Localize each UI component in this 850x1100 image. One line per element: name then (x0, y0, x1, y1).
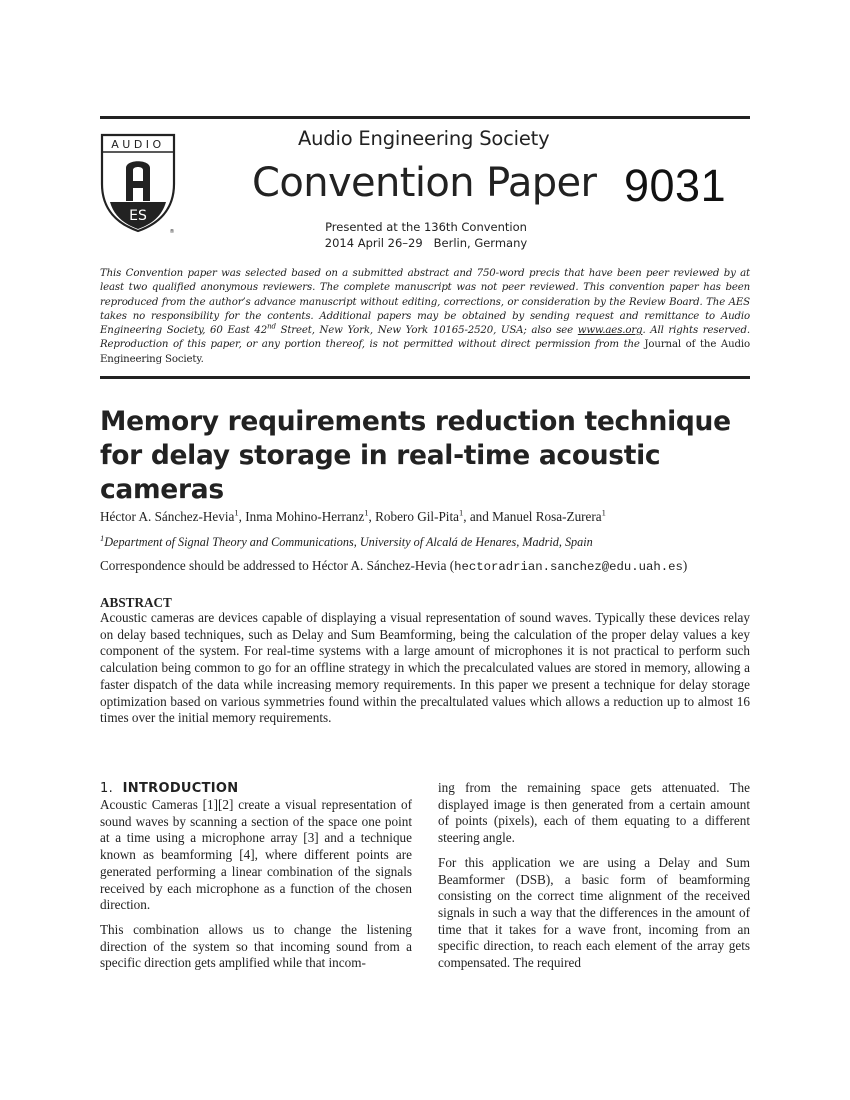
aes-website-link[interactable]: www.aes.org (577, 325, 643, 337)
author-separator: , (238, 509, 246, 524)
affiliation (100, 532, 593, 550)
notice-text-2: Street, New York, New York 10165-2520, USA; also see (275, 325, 578, 337)
author-name: Manuel Rosa-Zurera (492, 509, 602, 524)
abstract-heading: ABSTRACT (100, 595, 172, 610)
paper-title: Memory requirements reduction technique for delay storage in real-time acoustic cameras (100, 406, 731, 505)
right-column (438, 780, 750, 980)
author-separator: , and (463, 509, 493, 524)
publication-type: Convention Paper (252, 160, 597, 206)
notice-superscript: nd (267, 322, 276, 331)
affiliation-text: Department of Signal Theory and Communications, University of Alcalá de Henares, Madrid, Spain (104, 535, 593, 549)
paragraph: ing from the remaining space gets attenuated. The displayed image is then generated from a certain amount of points (pixels), each of them equating to a different steering angle. (438, 780, 750, 846)
correspondence-suffix: ) (682, 558, 688, 573)
section-title: INTRODUCTION (122, 781, 239, 796)
logo-bottom-text: ES (129, 208, 147, 224)
author-separator: , (368, 509, 376, 524)
correspondence-prefix: Correspondence should be addressed to Héctor A. Sánchez-Hevia ( (100, 558, 455, 573)
convention-notice (100, 267, 750, 367)
presented-at (318, 220, 534, 251)
author-affil-mark: 1 (601, 507, 606, 518)
notice-end: . (200, 353, 204, 365)
notice-text-3: . All rights reserved. Reproduction of this paper, or any portion thereof, is not permitted without direct permission from the (100, 325, 750, 351)
section-heading-introduction (100, 781, 238, 796)
paper-number: 9031 (624, 160, 727, 211)
author-list (100, 509, 606, 525)
author-affil-mark: 1 (458, 507, 464, 518)
paragraph: This combination allows us to change the listening direction of the system so that incoming sound from a specific direction gets amplified while that incom- (100, 921, 412, 971)
affiliation-mark: 1 (100, 532, 105, 543)
registered-mark: ® (169, 229, 175, 234)
author-name: Robero Gil-Pita (375, 509, 459, 524)
presented-line-1: Presented at the 136th Convention (325, 220, 527, 234)
correspondence (100, 558, 687, 574)
section-number: 1. (100, 781, 114, 796)
paragraph: For this application we are using a Delay and Sum Beamformer (DSB), a basic form of beamforming consisting on the correct time alignment of the received signals in such a way that the differences in the amount of time that it takes for a wave front, incoming from an specific direction, to reach each element of the array gets compensated. The required (438, 854, 750, 971)
aes-logo (100, 132, 178, 234)
abstract-text: Acoustic cameras are devices capable of displaying a visual representation of sound waves. Typically these devices relay on delay based techniques, such as Delay and Sum Beamforming, being the calculation of the proper delay values a key component of the system. For real-time systems with a large amount of microphones it is not practical to perform such calculation being common to go for an offline strategy in which the precalculated values are stored in memory, allowing a faster dispatch of the data while increasing memory requirements. In this paper we present a technique for delay storage optimization based on various symmetries found within the precaltulated values which allows a reduction up to almost 16 times over the initial memory requirements. (100, 610, 750, 726)
top-rule (100, 116, 750, 119)
header-bottom-rule (100, 376, 750, 379)
logo-top-text: AUDIO (111, 138, 165, 151)
journal-name: Journal of the Audio Engineering Society (100, 339, 750, 365)
left-column (100, 797, 412, 980)
author-affil-mark: 1 (364, 507, 369, 518)
society-name: Audio Engineering Society (298, 127, 550, 150)
author-affil-mark: 1 (234, 507, 239, 518)
paragraph: Acoustic Cameras [1][2] create a visual representation of sound waves by scanning a section of the space one point at a time using a microphone array [3] and a technique known as beamforming [4], where different points are generated performing a linear combination of the signals received by each microphone as a function of the chosen direction. (100, 797, 412, 913)
correspondence-email[interactable]: hectoradrian.sanchez@edu.uah.es (454, 560, 683, 574)
notice-text-1: This Convention paper was selected based on a submitted abstract and 750-word precis that have been peer reviewed by at least two qualified anonymous reviewers. The complete manuscript was not peer reviewed. This convention paper has been reproduced from the author’s advance manuscript without editing, corrections, or consideration by the Review Board. The AES takes no responsibility for the contents. Additional papers may be obtained by sending request and remittance to Audio Engineering Society, 60 East 42 (100, 268, 750, 337)
author-name: Inma Mohino-Herranz (245, 509, 365, 524)
presented-line-2: 2014 April 26–29 Berlin, Germany (324, 235, 528, 250)
author-name: Héctor A. Sánchez-Hevia (100, 509, 235, 524)
